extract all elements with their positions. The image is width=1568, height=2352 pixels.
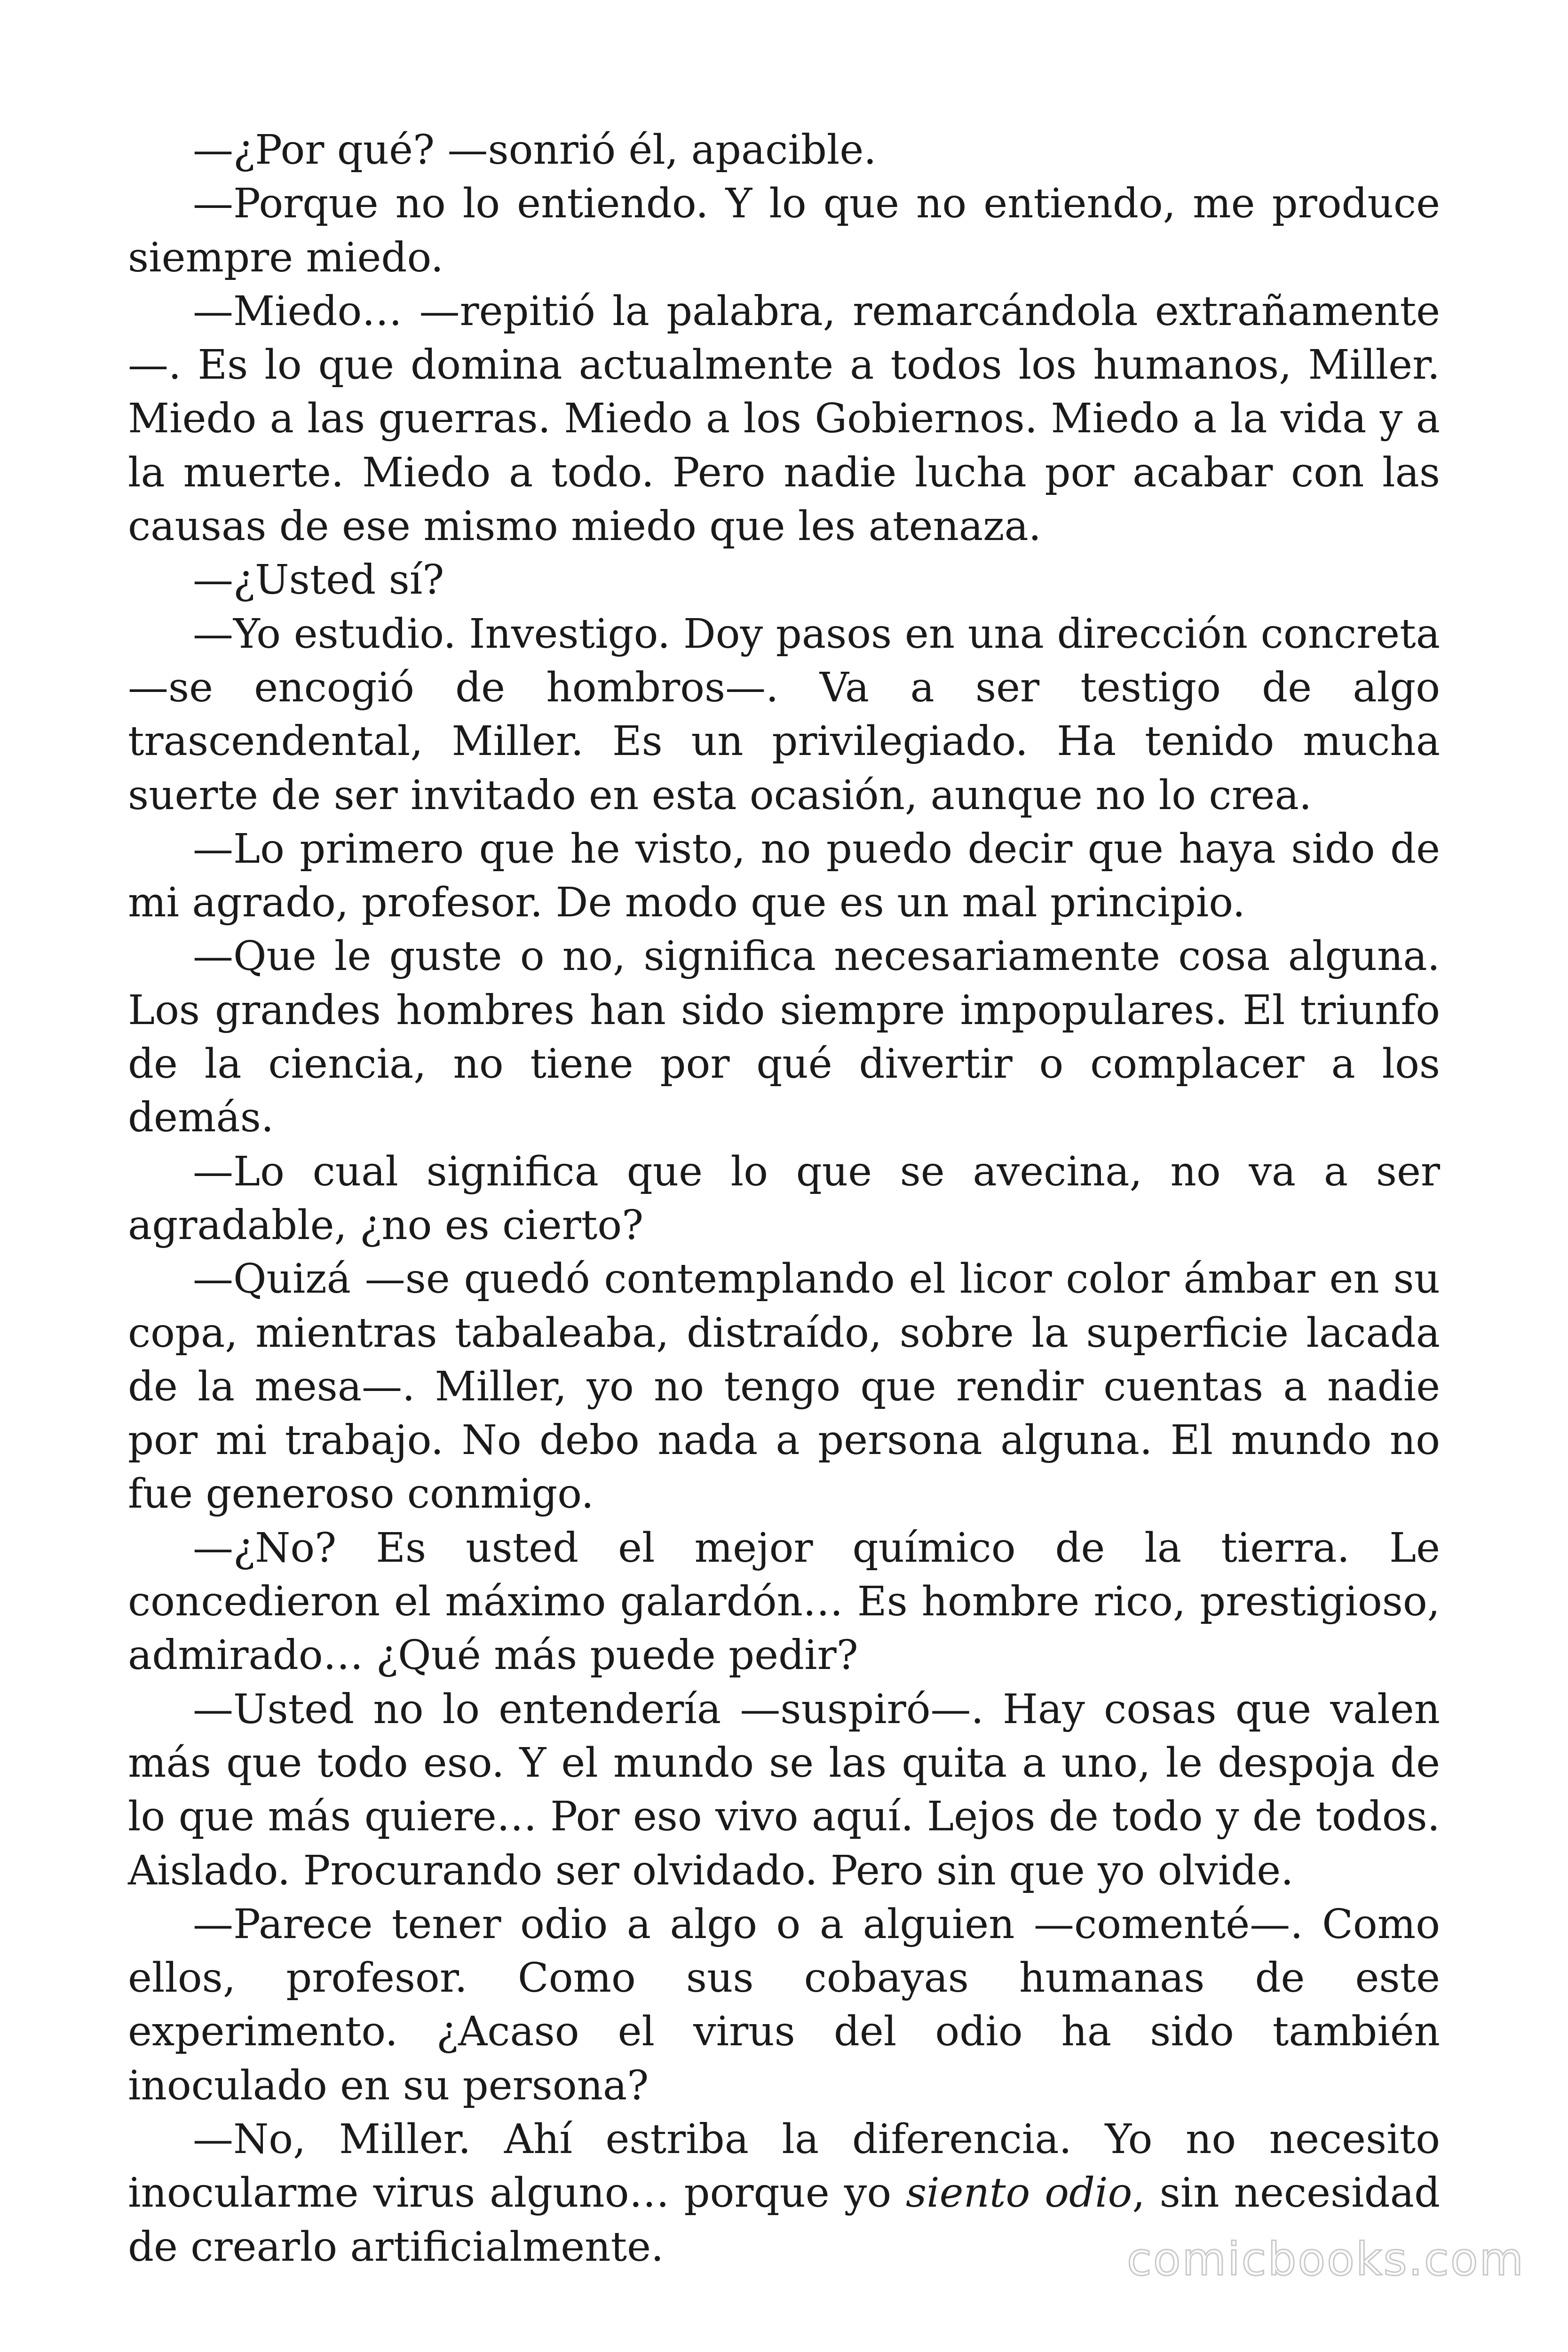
paragraph (128, 553, 1440, 607)
paragraph (128, 822, 1440, 930)
page-body-text (128, 123, 1440, 2274)
paragraph-text: —Yo estudio. Investigo. Doy pasos en una dirección concreta —se encogió de hombros—. Va a ser testigo de algo trascendental, Miller. Es un privilegiado. Ha tenido mucha suerte de ser invitado en esta ocasión, aunque no lo crea. (128, 610, 1440, 819)
paragraph-text: —Lo cual significa que lo que se avecina, no va a ser agradable, ¿no es cierto? (128, 1148, 1440, 1249)
paragraph-text: , sin necesidad de crearlo artificialmente. (128, 2169, 1440, 2271)
paragraph-text: —¿No? Es usted el mejor químico de la tierra. Le concedieron el máximo galardón… Es hombre rico, prestigioso, admirado… ¿Qué más puede pedir? (128, 1524, 1440, 1679)
paragraph (128, 607, 1440, 822)
paragraph (128, 123, 1440, 177)
paragraph (128, 1145, 1440, 1253)
paragraph (128, 177, 1440, 285)
paragraph-text: —No, Miller. Ahí estriba la diferencia. Yo no necesito inocularme virus alguno… porque yo (128, 2115, 1440, 2217)
paragraph-text: —Porque no lo entiendo. Y lo que no entiendo, me produce siempre miedo. (128, 180, 1440, 281)
paragraph-text: —Miedo… —repitió la palabra, remarcándola extrañamente—. Es lo que domina actualmente a todos los humanos, Miller. Miedo a las guerras. Miedo a los Gobiernos. Miedo a la vida y a la muerte. Miedo a todo. Pero nadie lucha por acabar con las causas de ese mismo miedo que les atenaza. (128, 287, 1440, 550)
paragraph (128, 1521, 1440, 1683)
paragraph (128, 1683, 1440, 1898)
italic-text: siento odio (906, 2169, 1132, 2217)
paragraph (128, 930, 1440, 1144)
paragraph (128, 1252, 1440, 1521)
paragraph-text: —Que le guste o no, significa necesariamente cosa alguna. Los grandes hombres han sido siempre impopulares. El triunfo de la ciencia, no tiene por qué divertir o complacer a los demás. (128, 933, 1440, 1142)
paragraph (128, 285, 1440, 553)
watermark: comicbooks.com (1126, 2233, 1525, 2286)
paragraph-text: —¿Usted sí? (193, 556, 444, 604)
paragraph (128, 1898, 1440, 2113)
paragraph-text: —Parece tener odio a algo o a alguien —comenté—. Como ellos, profesor. Como sus cobayas humanas de este experimento. ¿Acaso el virus del odio ha sido también inoculado en su persona? (128, 1900, 1440, 2109)
paragraph-text: —¿Por qué? —sonrió él, apacible. (193, 127, 877, 174)
paragraph-text: —Lo primero que he visto, no puedo decir que haya sido de mi agrado, profesor. De modo que es un mal principio. (128, 825, 1440, 927)
paragraph-text: —Quizá —se quedó contemplando el licor color ámbar en su copa, mientras tabaleaba, distraído, sobre la superficie lacada de la mesa—. Miller, yo no tengo que rendir cuentas a nadie por mi trabajo. No debo nada a persona alguna. El mundo no fue generoso conmigo. (128, 1255, 1440, 1518)
paragraph-text: —Usted no lo entendería —suspiró—. Hay cosas que valen más que todo eso. Y el mundo se las quita a uno, le despoja de lo que más quiere… Por eso vivo aquí. Lejos de todo y de todos. Aislado. Procurando ser olvidado. Pero sin que yo olvide. (128, 1685, 1440, 1894)
